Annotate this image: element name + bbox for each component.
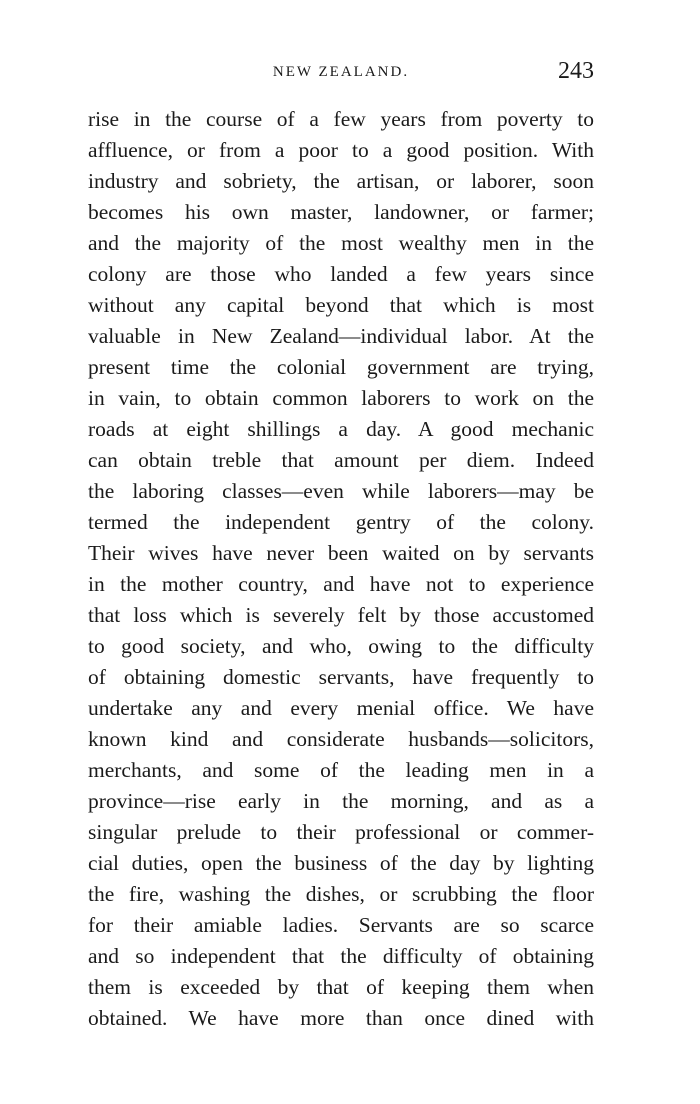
text-line: roads at eight shillings a day. A good mechanic (88, 417, 594, 441)
text-line: known kind and considerate husbands—solicitors, (88, 727, 594, 751)
text-line: Their wives have never been waited on by servants (88, 541, 594, 565)
text-line: in the mother country, and have not to experience (88, 572, 594, 596)
text-line: and so independent that the difficulty of obtaining (88, 944, 594, 968)
text-line: of obtaining domestic servants, have frequently to (88, 665, 594, 689)
text-line: industry and sobriety, the artisan, or laborer, soon (88, 169, 594, 193)
text-line: affluence, or from a poor to a good position. With (88, 138, 594, 162)
page-number: 243 (558, 58, 594, 84)
text-line: for their amiable ladies. Servants are so scarce (88, 913, 594, 937)
text-line: valuable in New Zealand—individual labor. At the (88, 324, 594, 348)
text-line: and the majority of the most wealthy men in the (88, 231, 594, 255)
text-line: can obtain treble that amount per diem. Indeed (88, 448, 594, 472)
text-line: becomes his own master, landowner, or farmer; (88, 200, 594, 224)
body-text (88, 104, 594, 1034)
text-line: in vain, to obtain common laborers to work on the (88, 386, 594, 410)
text-line: them is exceeded by that of keeping them when (88, 975, 594, 999)
text-line: cial duties, open the business of the day by lighting (88, 851, 594, 875)
text-line: obtained. We have more than once dined with (88, 1006, 594, 1030)
text-line: the laboring classes—even while laborers—may be (88, 479, 594, 503)
running-title: NEW ZEALAND. (272, 64, 410, 80)
text-line: that loss which is severely felt by those accustomed (88, 603, 594, 627)
text-line: to good society, and who, owing to the difficulty (88, 634, 594, 658)
text-line: rise in the course of a few years from poverty to (88, 107, 594, 131)
text-line: singular prelude to their professional or commer- (88, 820, 594, 844)
text-line: the fire, washing the dishes, or scrubbing the floor (88, 882, 594, 906)
text-line: colony are those who landed a few years since (88, 262, 594, 286)
text-line: province—rise early in the morning, and as a (88, 789, 594, 813)
text-line: merchants, and some of the leading men in a (88, 758, 594, 782)
running-head (88, 58, 594, 90)
text-line: without any capital beyond that which is most (88, 293, 594, 317)
text-line: present time the colonial government are trying, (88, 355, 594, 379)
text-line: termed the independent gentry of the colony. (88, 510, 594, 534)
text-line: undertake any and every menial office. We have (88, 696, 594, 720)
